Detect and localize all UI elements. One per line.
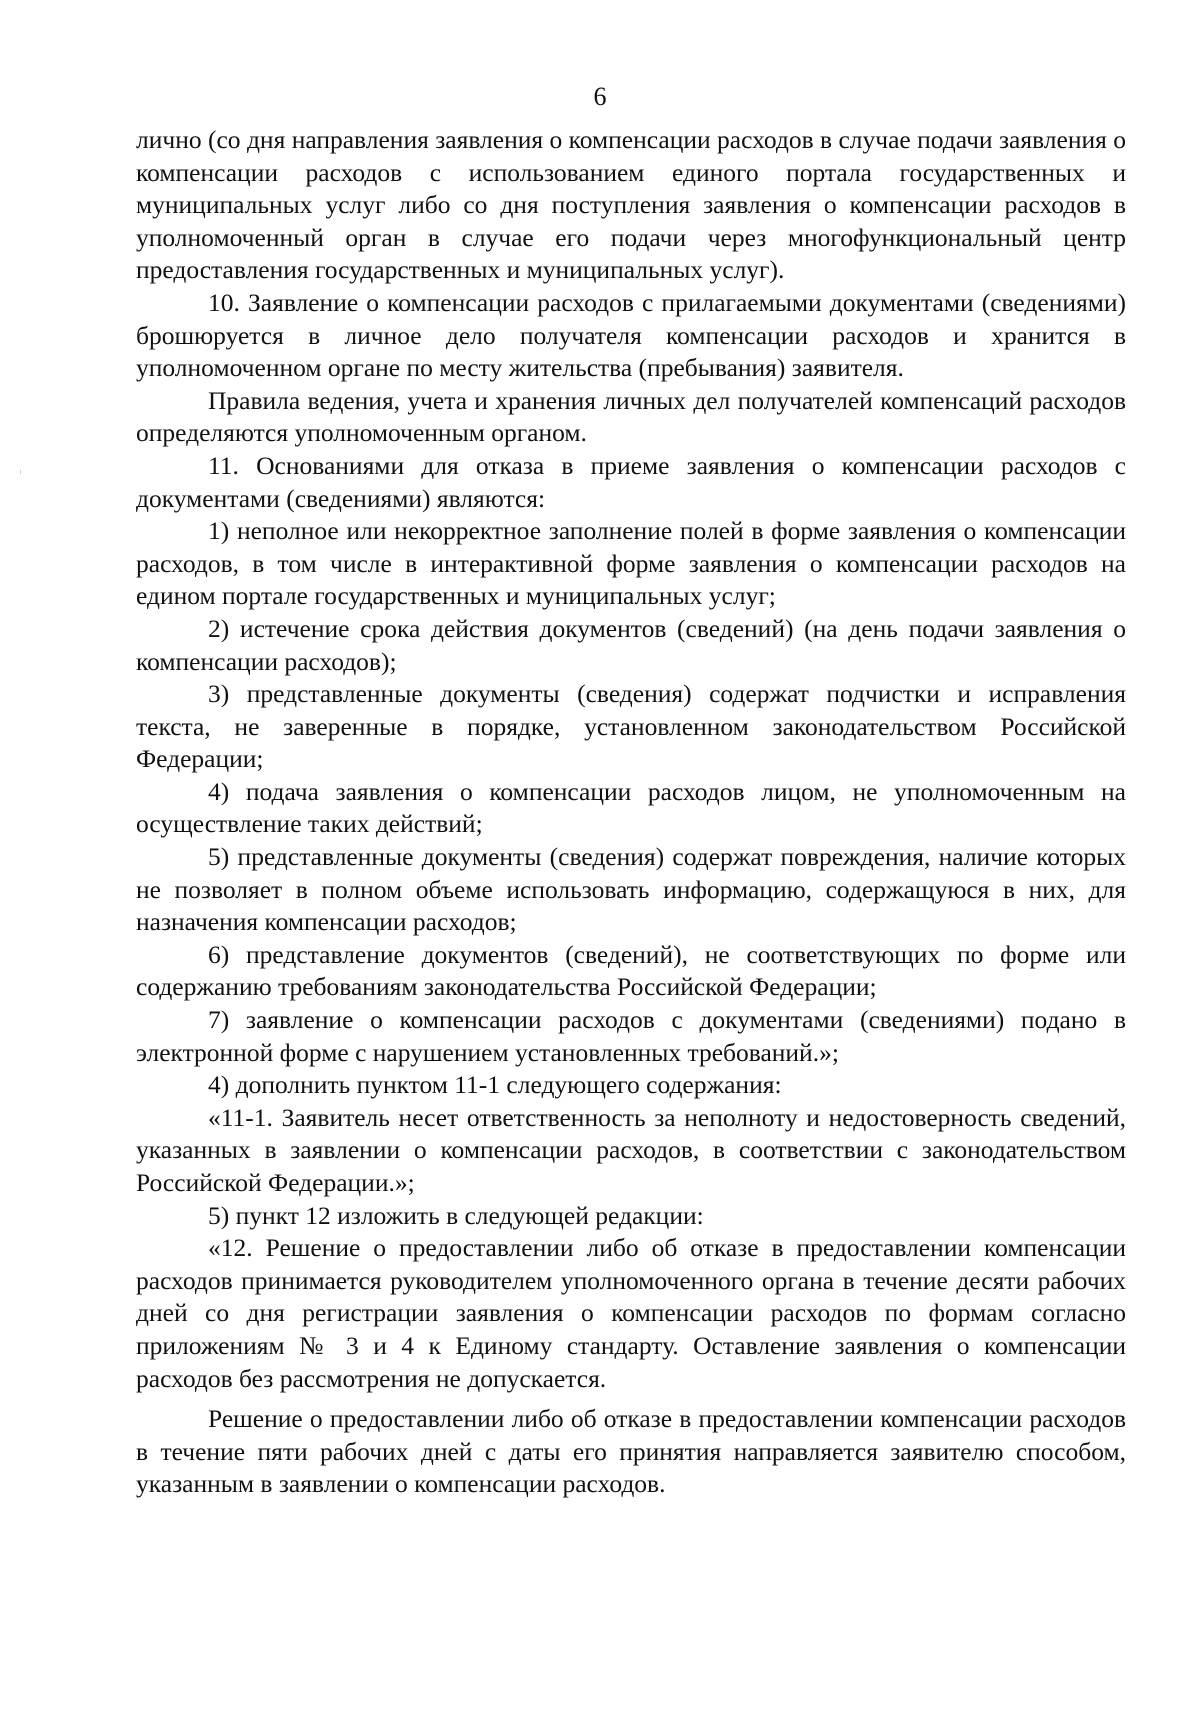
list-item-7: 7) заявление о компенсации расходов с документами (сведениями) подано в электронной форме с нарушением установленных требований.»; — [136, 1005, 1126, 1067]
paragraph-item-11-1: «11-1. Заявитель несет ответственность за неполноту и недостоверность сведений, указанных в заявлении о компенсации расходов, в соответствии с законодательством Российской Федерации.»; — [136, 1102, 1126, 1197]
paragraph-item-11: 11. Основаниями для отказа в приеме заявления о компенсации расходов с документами (сведениями) являются: — [136, 450, 1126, 513]
paragraph-rules: Правила ведения, учета и хранения личных дел получателей компенсаций расходов определяются уполномоченным органом. — [136, 385, 1126, 448]
paragraph-item-10: 10. Заявление о компенсации расходов с прилагаемыми документами (сведениями) брошюруется в личное дело получателя компенсации расходов и хранится в уполномоченном органе по месту жительства (пребывания) заявителя. — [136, 287, 1126, 383]
list-item-6: 6) представление документов (сведений), не соответствующих по форме или содержанию требованиям законодательства Российской Федерации; — [136, 939, 1126, 1002]
paragraph-decision: Решение о предоставлении либо об отказе в предоставлении компенсации расходов в течение пяти рабочих дней с даты его принятия направляется заявителю способом, указанным в заявлении о компенсации расходов. — [136, 1404, 1126, 1499]
paragraph-continuation: лично (со дня направления заявления о компенсации расходов в случае подачи заявления о компенсации расходов с использованием единого портала государственных и муниципальных услуг либо со дня поступления заявления о компенсации расходов в уполномоченный орган в случае его подачи через многофункциональный центр предоставления государственных и муниципальных услуг). — [136, 125, 1126, 285]
paragraph-item-12: «12. Решение о предоставлении либо об отказе в предоставлении компенсации расходов принимается руководителем уполномоченного органа в течение десяти рабочих дней со дня регистрации заявления о компенсации расходов по формам согласно приложениям № 3 и 4 к Единому стандарту. Оставление заявления о компенсации расходов без рассмотрения не допускается. — [136, 1233, 1126, 1393]
scan-mark — [20, 470, 21, 474]
list-item-1: 1) неполное или некорректное заполнение полей в форме заявления о компенсации расходов, в том числе в интерактивной форме заявления о компенсации расходов на едином портале государственных и муниципальных услуг; — [136, 516, 1126, 611]
amendment-4: 4) дополнить пунктом 11-1 следующего содержания: — [208, 1070, 782, 1100]
amendment-5: 5) пункт 12 изложить в следующей редакции: — [208, 1200, 704, 1230]
list-item-2: 2) истечение срока действия документов (сведений) (на день подачи заявления о компенсации расходов); — [136, 613, 1126, 676]
list-item-5: 5) представленные документы (сведения) содержат повреждения, наличие которых не позволяет в полном объеме использовать информацию, содержащуюся в них, для назначения компенсации расходов; — [136, 842, 1126, 937]
list-item-3: 3) представленные документы (сведения) содержат подчистки и исправления текста, не заверенные в порядке, установленном законодательством Российской Федерации; — [136, 679, 1126, 774]
document-body — [136, 124, 1126, 1501]
list-item-4: 4) подача заявления о компенсации расходов лицом, не уполномоченным на осуществление таких действий; — [136, 776, 1126, 839]
page-number: 6 — [593, 82, 607, 111]
